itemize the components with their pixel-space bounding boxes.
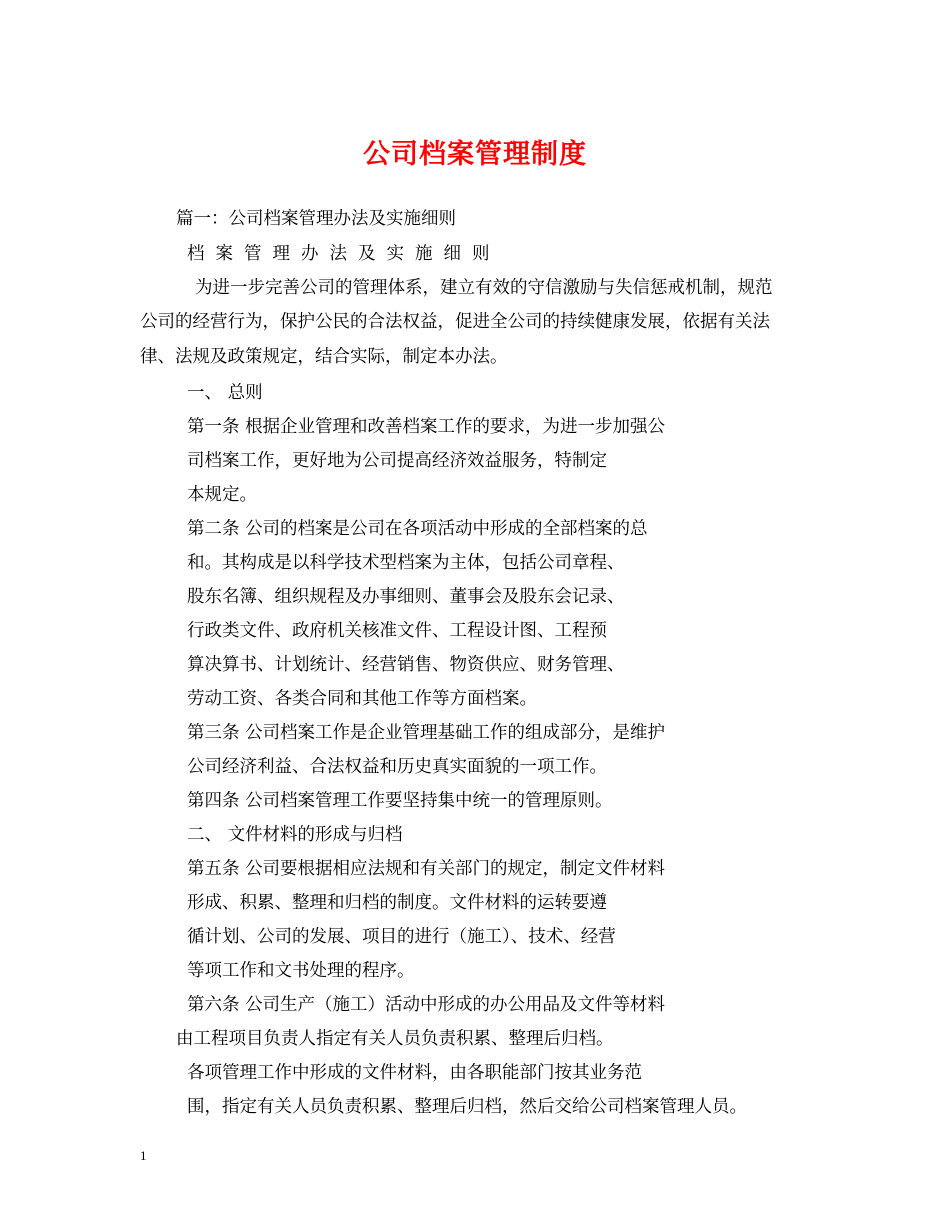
paragraph-line: 第二条 公司的档案是公司在各项活动中形成的全部档案的总 — [187, 519, 648, 539]
chapter-heading: 篇一：公司档案管理办法及实施细则 — [176, 209, 456, 229]
paragraph-line: 形成、积累、整理和归档的制度。文件材料的运转要遵 — [187, 893, 607, 913]
section-heading: 二、 文件材料的形成与归档 — [187, 825, 403, 845]
paragraph-line: 算决算书、计划统计、经营销售、物资供应、财务管理、 — [187, 655, 625, 675]
paragraph-line: 公司的经营行为，保护公民的合法权益，促进全公司的持续健康发展，依据有关法 — [140, 312, 770, 332]
paragraph-line: 第五条 公司要根据相应法规和有关部门的规定，制定文件材料 — [187, 859, 666, 879]
paragraph-line: 循计划、公司的发展、项目的进行（施工）、技术、经营 — [187, 927, 616, 947]
paragraph-line: 公司经济利益、合法权益和历史真实面貌的一项工作。 — [187, 757, 607, 777]
paragraph-line: 行政类文件、政府机关核准文件、工程设计图、工程预 — [187, 621, 607, 641]
paragraph-line: 和。其构成是以科学技术型档案为主体，包括公司章程、 — [187, 553, 625, 573]
paragraph-line: 司档案工作，更好地为公司提高经济效益服务，特制定 — [187, 451, 607, 471]
paragraph-line: 本规定。 — [187, 485, 257, 505]
paragraph-line: 为进一步完善公司的管理体系，建立有效的守信激励与失信惩戒机制，规范 — [195, 278, 773, 298]
paragraph-line: 围，指定有关人员负责积累、整理后归档，然后交给公司档案管理人员。 — [187, 1097, 747, 1117]
section-heading: 一、 总则 — [187, 383, 263, 403]
paragraph-line: 由工程项目负责人指定有关人员负责积累、整理后归档。 — [176, 1029, 614, 1049]
paragraph-line: 第一条 根据企业管理和改善档案工作的要求，为进一步加强公 — [187, 417, 666, 437]
section-heading: 档案管理办法及实施细则 — [187, 244, 501, 264]
page-number: 1 — [140, 1148, 147, 1163]
paragraph-line: 第三条 公司档案工作是企业管理基础工作的组成部分，是维护 — [187, 723, 666, 743]
paragraph-line: 股东名簿、组织规程及办事细则、董事会及股东会记录、 — [187, 587, 625, 607]
paragraph-line: 劳动工资、各类合同和其他工作等方面档案。 — [187, 689, 537, 709]
paragraph-line: 各项管理工作中形成的文件材料，由各职能部门按其业务范 — [187, 1063, 642, 1083]
paragraph-line: 第四条 公司档案管理工作要坚持集中统一的管理原则。 — [187, 791, 613, 811]
paragraph-line: 第六条 公司生产（施工）活动中形成的办公用品及文件等材料 — [187, 995, 666, 1015]
paragraph-line: 律、法规及政策规定，结合实际，制定本办法。 — [140, 347, 508, 367]
document-title: 公司档案管理制度 — [363, 139, 587, 170]
paragraph-line: 等项工作和文书处理的程序。 — [187, 961, 415, 981]
